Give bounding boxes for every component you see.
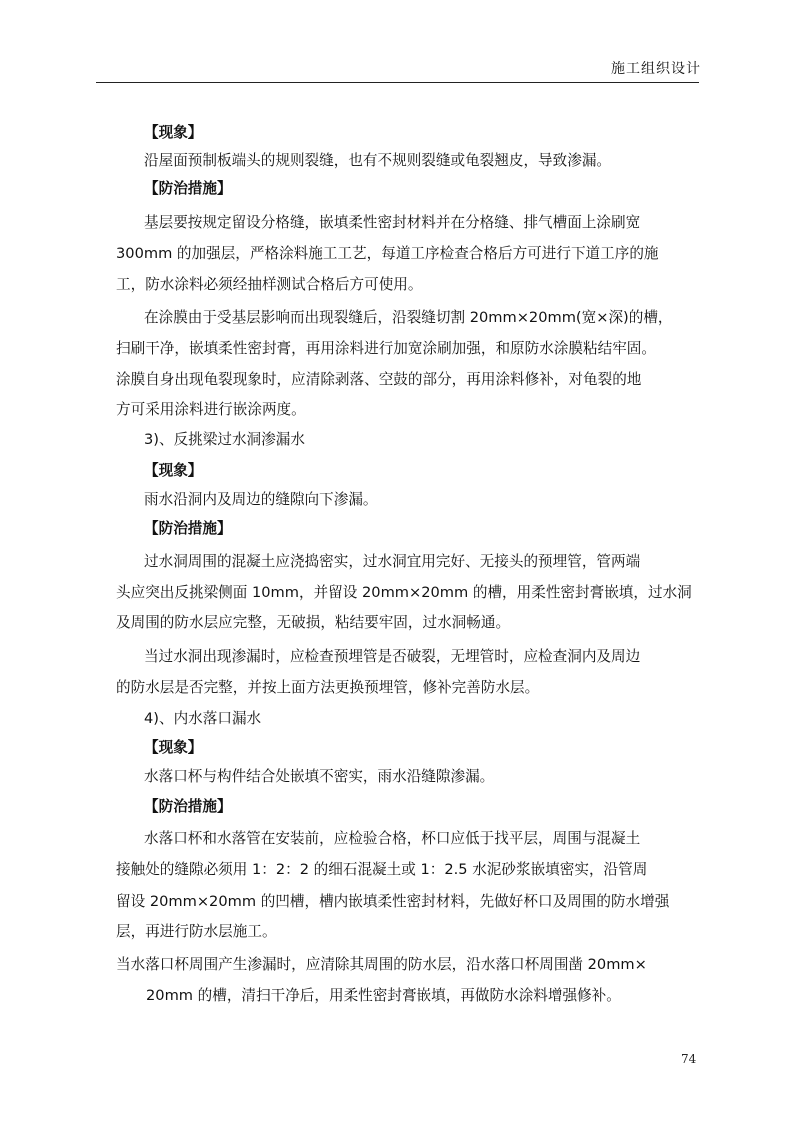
section-heading: 4)、内水落口漏水 xyxy=(144,710,262,727)
paragraph-line: 扫刷干净，嵌填柔性密封膏，再用涂料进行加宽涂刷加强，和原防水涂膜粘结牢固。 xyxy=(116,340,656,357)
paragraph-line: 水落口杯和水落管在安装前，应检验合格，杯口应低于找平层，周围与混凝土 xyxy=(144,830,641,847)
heading-prevention: 【防治措施】 xyxy=(144,798,232,815)
paragraph-line: 20mm 的槽，清扫干净后，用柔性密封膏嵌填，再做防水涂料增强修补。 xyxy=(146,987,621,1004)
paragraph-line: 接触处的缝隙必须用 1：2：2 的细石混凝土或 1：2.5 水泥砂浆嵌填密实，沿管周 xyxy=(116,861,648,878)
paragraph-line: 水落口杯与构件结合处嵌填不密实，雨水沿缝隙渗漏。 xyxy=(144,768,495,785)
heading-prevention: 【防治措施】 xyxy=(144,520,232,537)
paragraph-line: 当水落口杯周围产生渗漏时，应清除其周围的防水层，沿水落口杯周围凿 20mm× xyxy=(116,956,647,973)
paragraph-line: 在涂膜由于受基层影响而出现裂缝后，沿裂缝切割 20mm×20mm(宽×深)的槽， xyxy=(144,309,673,326)
paragraph-line: 过水洞周围的混凝土应浇捣密实，过水洞宜用完好、无接头的预埋管，管两端 xyxy=(144,553,641,570)
paragraph-line: 层，再进行防水层施工。 xyxy=(116,923,277,940)
paragraph-line: 方可采用涂料进行嵌涂两度。 xyxy=(116,401,306,418)
paragraph-line: 300mm 的加强层，严格涂料施工工艺，每道工序检查合格后方可进行下道工序的施 xyxy=(116,245,659,262)
paragraph-line: 涂膜自身出现龟裂现象时，应清除剥落、空鼓的部分，再用涂料修补，对龟裂的地 xyxy=(116,371,642,388)
page-number: 74 xyxy=(681,1052,697,1066)
paragraph-line: 的防水层是否完整，并按上面方法更换预埋管，修补完善防水层。 xyxy=(116,679,540,696)
paragraph-line: 及周围的防水层应完整，无破损，粘结要牢固，过水洞畅通。 xyxy=(116,614,511,631)
paragraph-line: 雨水沿洞内及周边的缝隙向下渗漏。 xyxy=(144,491,378,508)
paragraph-line: 头应突出反挑梁侧面 10mm，并留设 20mm×20mm 的槽，用柔性密封膏嵌填，过水洞 xyxy=(116,584,692,601)
heading-phenomenon: 【现象】 xyxy=(144,462,203,479)
paragraph-line: 沿屋面预制板端头的规则裂缝，也有不规则裂缝或龟裂翘皮，导致渗漏。 xyxy=(144,152,612,169)
paragraph-line: 基层要按规定留设分格缝，嵌填柔性密封材料并在分格缝、排气槽面上涂刷宽 xyxy=(144,214,641,231)
heading-phenomenon: 【现象】 xyxy=(144,124,203,141)
heading-prevention: 【防治措施】 xyxy=(144,180,232,197)
paragraph-line: 留设 20mm×20mm 的凹槽，槽内嵌填柔性密封材料，先做好杯口及周围的防水增强 xyxy=(116,893,670,910)
header-divider xyxy=(96,82,699,83)
paragraph-line: 工，防水涂料必须经抽样测试合格后方可使用。 xyxy=(116,276,423,293)
section-heading: 3)、反挑梁过水洞渗漏水 xyxy=(144,431,305,448)
heading-phenomenon: 【现象】 xyxy=(144,739,203,756)
paragraph-line: 当过水洞出现渗漏时，应检查预埋管是否破裂，无埋管时，应检查洞内及周边 xyxy=(144,648,641,665)
header-title: 施工组织设计 xyxy=(611,61,701,77)
